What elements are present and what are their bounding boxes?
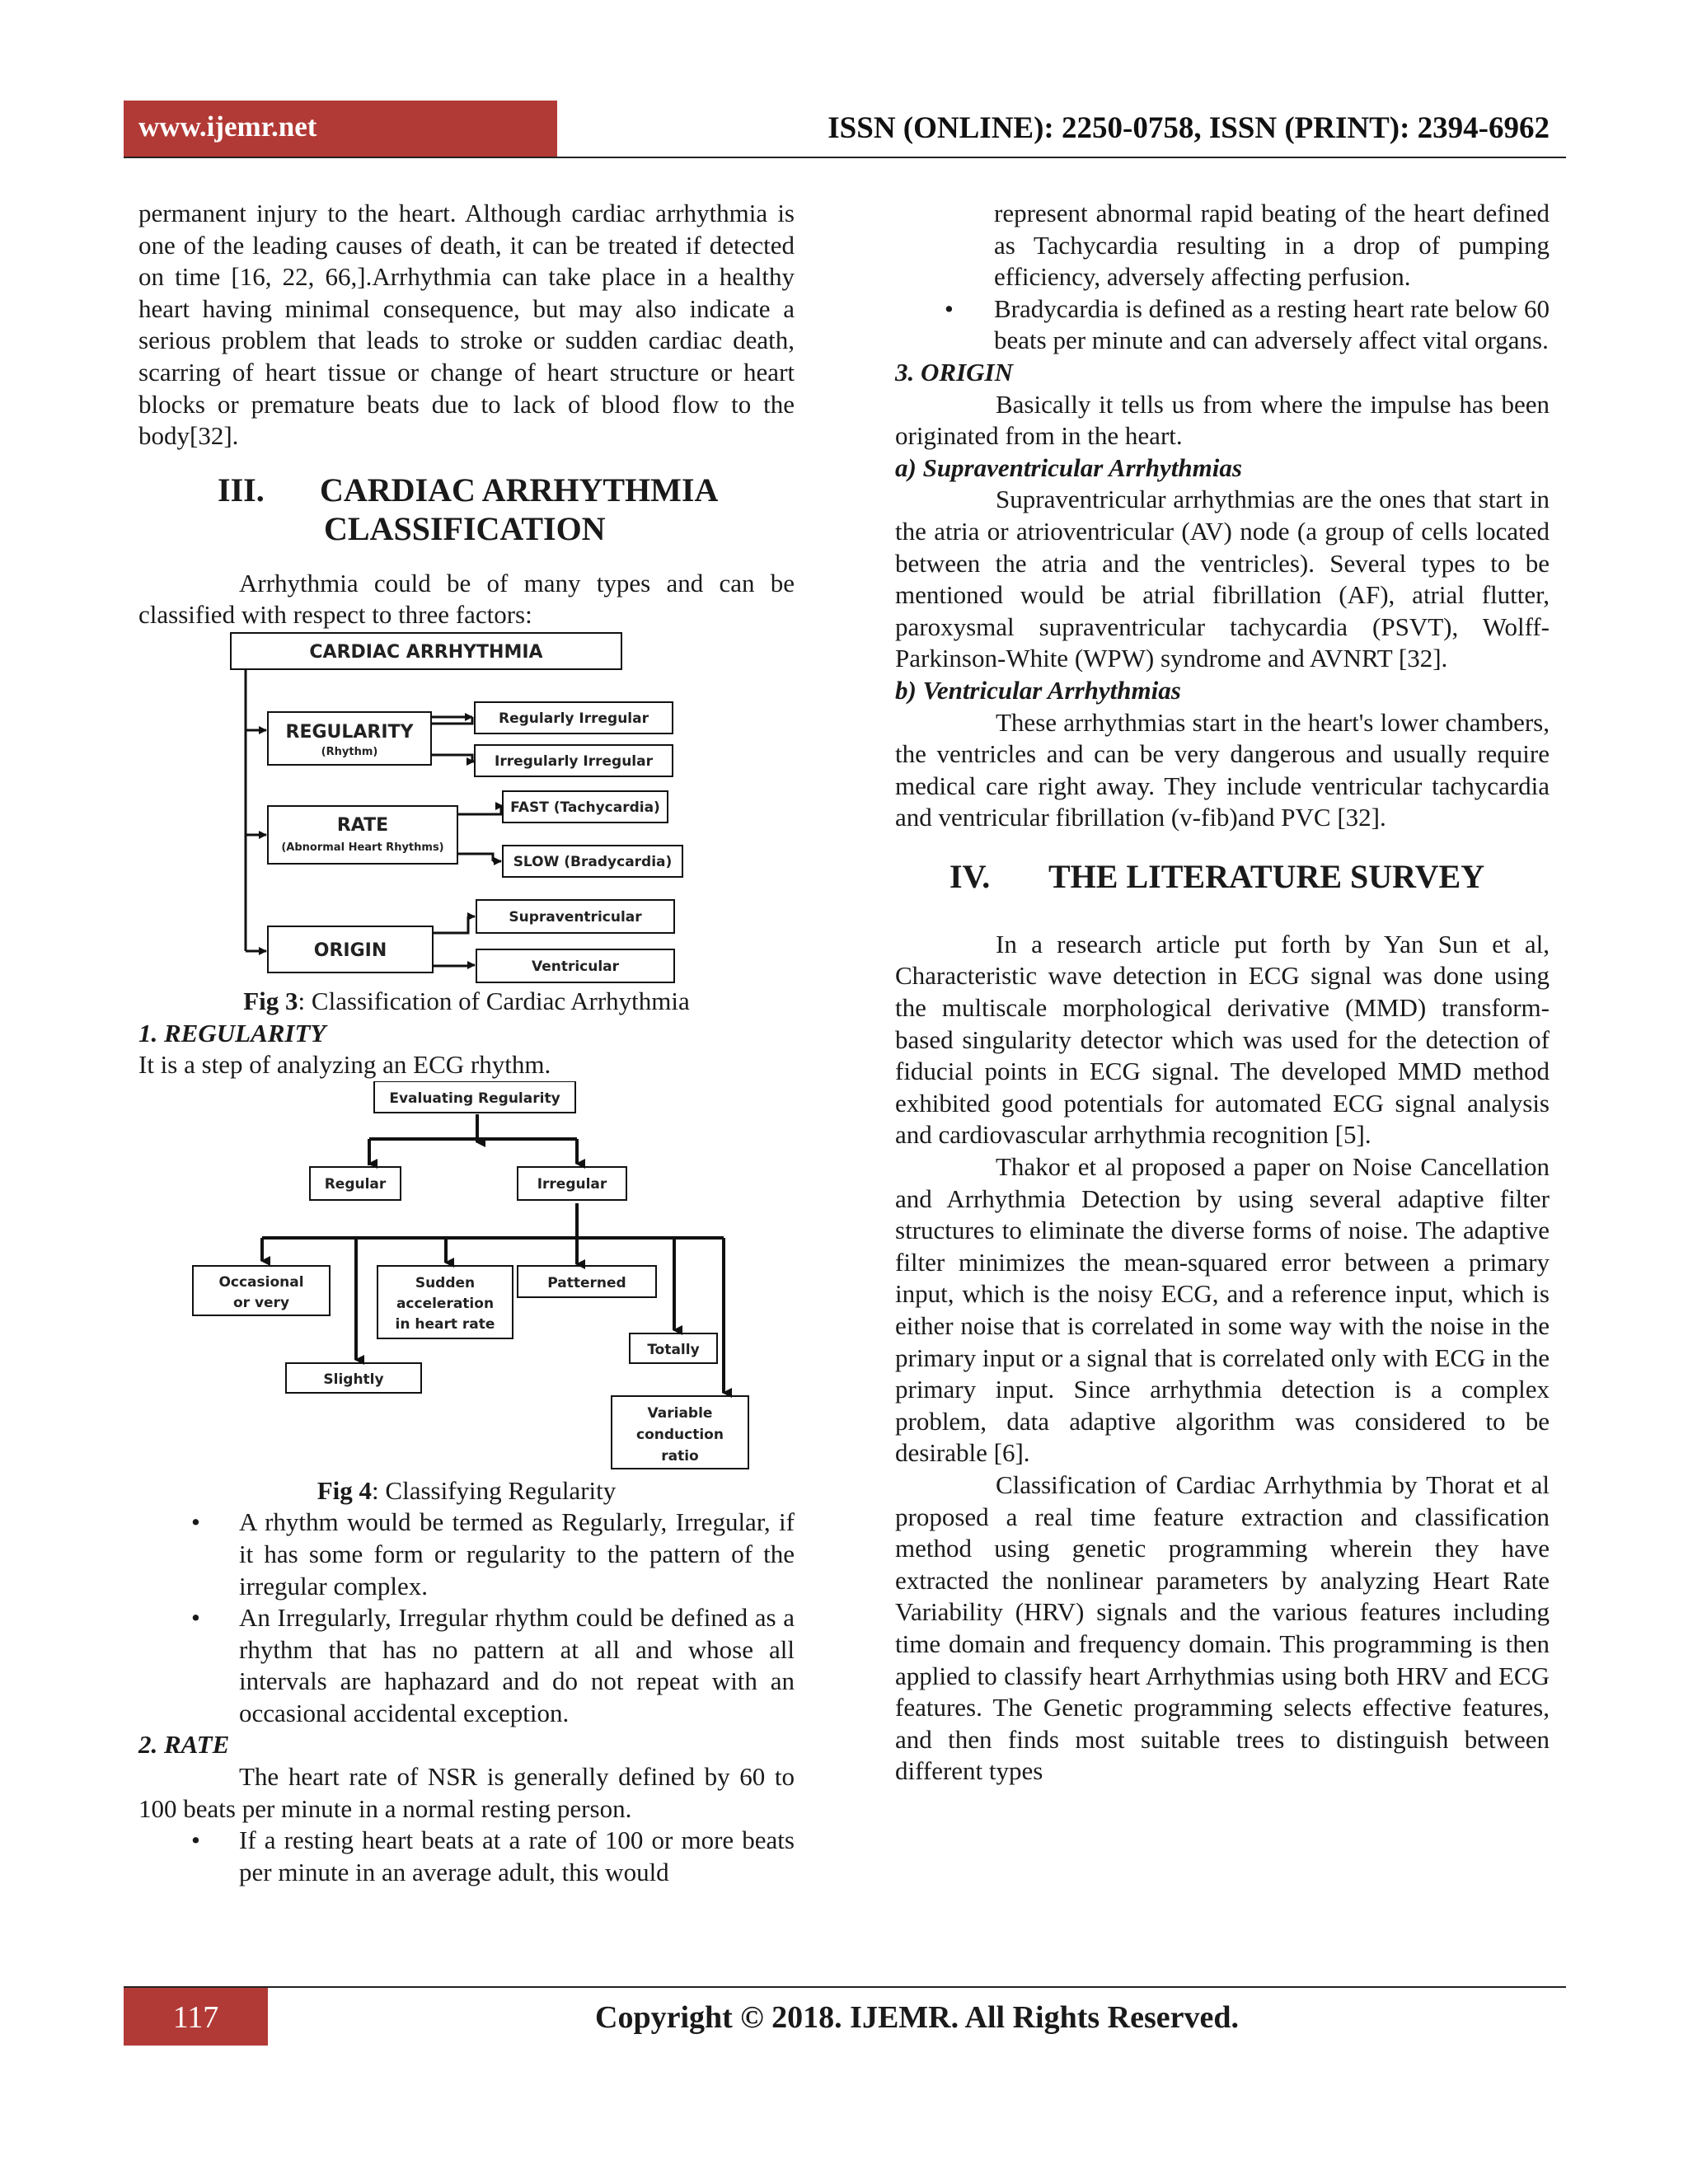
fig4-occasional-label-1: Occasional — [218, 1273, 304, 1291]
right-column — [895, 198, 1550, 1788]
bullet-icon: • — [945, 293, 954, 323]
fig3-rate-label: RATE — [336, 814, 389, 836]
fig3-regularity-label: REGULARITY — [285, 721, 414, 743]
section-3-number: III. — [218, 471, 265, 509]
fig3-rate-sub: (Abnormal Heart Rhythms) — [281, 841, 444, 854]
fig3-classification-diagram — [138, 631, 795, 986]
fig4-caption-text: : Classifying Regularity — [372, 1475, 617, 1505]
ventricular-heading: b) Ventricular Arrhythmias — [895, 675, 1181, 705]
survey-paragraph-3: Classification of Cardiac Arrhythmia by Thorat et al proposed a real time feature extraction and classification method using genetic programming wherein they have extracted the nonlinear parameters by analyzing Heart Rate Variability (HRV) signals and the various features including time domain and frequency domain. This programming is then applied to classify heart Arrhythmias using both HRV and ECG features. The Genetic programming selects effective features, and then finds most suitable trees to distinguish between different types — [895, 1469, 1550, 1786]
fig4-regularity-diagram — [138, 1081, 795, 1475]
list-item: • Bradycardia is defined as a resting heart rate below 60 beats per minute and can adversely affect vital organs. — [945, 293, 1550, 355]
fig3-regularly-irregular-label: Regularly Irregular — [499, 710, 649, 727]
fig4-sudden-label-1: Sudden — [415, 1274, 476, 1291]
rate-bullets — [138, 1825, 795, 1888]
fig4-sudden-label-2: acceleration — [396, 1295, 495, 1312]
origin-heading: 3. ORIGIN — [895, 357, 1013, 387]
section-3-title-line2: CLASSIFICATION — [324, 509, 606, 547]
fig3-root-label: CARDIAC ARRHYTHMIA — [309, 641, 543, 663]
fig3-irregularly-irregular-label: Irregularly Irregular — [495, 752, 653, 770]
fig4-caption — [138, 1475, 795, 1507]
section-4-title: THE LITERATURE SURVEY — [1048, 857, 1485, 895]
fig3-caption — [138, 986, 795, 1018]
section-4-heading — [895, 857, 1550, 896]
regularity-text: It is a step of analyzing an ECG rhythm. — [138, 1050, 551, 1080]
section-4-number: IV. — [950, 857, 991, 895]
fig4-irregular-label: Irregular — [537, 1175, 607, 1193]
fig4-regular-label: Regular — [324, 1175, 387, 1193]
rate-text: The heart rate of NSR is generally defined by 60 to 100 beats per minute in a normal resting person. — [138, 1762, 795, 1823]
page-number: 117 — [172, 2000, 219, 2035]
journal-url[interactable]: www.ijemr.net — [138, 110, 317, 143]
section-3-heading — [138, 471, 795, 548]
fig4-slightly-label: Slightly — [323, 1371, 384, 1388]
copyright-notice: Copyright © 2018. IJEMR. All Rights Reserved. — [595, 2000, 1239, 2035]
survey-paragraph-2: Thakor et al proposed a paper on Noise Cancellation and Arrhythmia Detection by using several adaptive filter structures to eliminate the diverse forms of noise. The adaptive filter minimizes the mean-squared error between a primary input, which is the noisy ECG, and a reference input, which is either noise that is correlated in some way with the noise in the primary input or a signal that is correlated only with ECG in the primary input. Since arrhythmia detection is a complex problem, data adaptive algorithm was considered to be desirable [6]. — [895, 1152, 1550, 1468]
section-3-title-line1: CARDIAC ARRHYTHMIA — [320, 471, 719, 509]
bullet-icon: • — [191, 1603, 200, 1633]
fig4-evaluating-label: Evaluating Regularity — [389, 1090, 560, 1107]
header-divider — [124, 157, 1566, 158]
regularity-bullets — [138, 1507, 795, 1729]
fig4-patterned-label: Patterned — [547, 1274, 626, 1291]
fig3-fast-label: FAST (Tachycardia) — [510, 799, 660, 816]
fig3-slow-label: SLOW (Bradycardia) — [513, 853, 673, 870]
fig4-variable-label-2: conduction — [636, 1426, 724, 1443]
list-item: • If a resting heart beats at a rate of 100 or more beats per minute in an average adult, this would — [191, 1825, 795, 1886]
fig4-variable-label-1: Variable — [647, 1404, 713, 1422]
section-3-intro: Arrhythmia could be of many types and can be classified with respect to three factors: — [138, 568, 795, 630]
fig4-totally-label: Totally — [647, 1341, 700, 1358]
origin-text: Basically it tells us from where the impulse has been originated from in the heart. — [895, 389, 1550, 451]
fig3-caption-label: Fig 3 — [243, 986, 298, 1015]
intro-paragraph: permanent injury to the heart. Although cardiac arrhythmia is one of the leading causes of death, it can be treated if detected on time [16, 22, 66,].Arrhythmia can take place in a healthy heart having minimal consequence, but may also indicate a serious problem that leads to stroke or sudden cardiac death, scarring of heart tissue or change of heart structure or heart blocks or premature beats due to lack of blood flow to the body[32]. — [138, 199, 795, 451]
fig3-regularity-sub: (Rhythm) — [321, 745, 378, 758]
left-column — [138, 198, 795, 1888]
rate-heading: 2. RATE — [138, 1730, 230, 1760]
regularity-heading: 1. REGULARITY — [138, 1018, 326, 1047]
list-item: represent abnormal rapid beating of the heart defined as Tachycardia resulting in a drop of pumping efficiency, adversely affecting perfusion. — [994, 199, 1550, 292]
fig4-occasional-label-2: or very — [232, 1294, 290, 1311]
list-item: • A rhythm would be termed as Regularly, Irregular, if it has some form or regularity to the pattern of the irregular complex. — [191, 1507, 795, 1601]
rate-bullets-continued — [895, 198, 1550, 357]
supraventricular-heading: a) Supraventricular Arrhythmias — [895, 452, 1242, 482]
ventricular-text: These arrhythmias start in the heart's lower chambers, the ventricles and can be very dangerous and usually require medical care right away. They include ventricular tachycardia and ventricular fibrillation (v-fib)and PVC [32]. — [895, 707, 1550, 832]
survey-paragraph-1: In a research article put forth by Yan Sun et al, Characteristic wave detection in ECG signal was done using the multiscale morphological derivative (MMD) transform-based singularity detector which was used for the detection of fiducial points in ECG signal. The developed MMD method exhibited good potentials for automated ECG signal analysis and cardiovascular arrhythmia recognition [5]. — [895, 929, 1550, 1150]
fig4-caption-label: Fig 4 — [316, 1475, 373, 1505]
footer-divider — [124, 1986, 1566, 1988]
fig4-variable-label-3: ratio — [661, 1447, 699, 1465]
fig3-ventricular-label: Ventricular — [531, 958, 620, 975]
fig3-caption-text: : Classification of Cardiac Arrhythmia — [298, 986, 690, 1015]
bullet-icon: • — [191, 1825, 200, 1855]
supraventricular-text: Supraventricular arrhythmias are the ones that start in the atria or atrioventricular (AV) node (a group of cells located between the atria and the ventricles). Several types to be mentioned would be atrial fibrillation (AF), atrial flutter, paroxysmal supraventricular tachycardia (PSVT), Wolff-Parkinson-White (WPW) syndrome and AVNRT [32]. — [895, 485, 1550, 673]
bullet-icon: • — [191, 1507, 200, 1537]
fig3-supraventricular-label: Supraventricular — [509, 908, 642, 926]
fig3-origin-label: ORIGIN — [313, 940, 387, 961]
fig4-sudden-label-3: in heart rate — [395, 1315, 495, 1333]
issn-info: ISSN (ONLINE): 2250-0758, ISSN (PRINT): 2394-6962 — [828, 111, 1550, 145]
list-item: • An Irregularly, Irregular rhythm could be defined as a rhythm that has no pattern at all and whose all intervals are haphazard and do not repeat with an occasional accidental exception. — [191, 1603, 795, 1727]
